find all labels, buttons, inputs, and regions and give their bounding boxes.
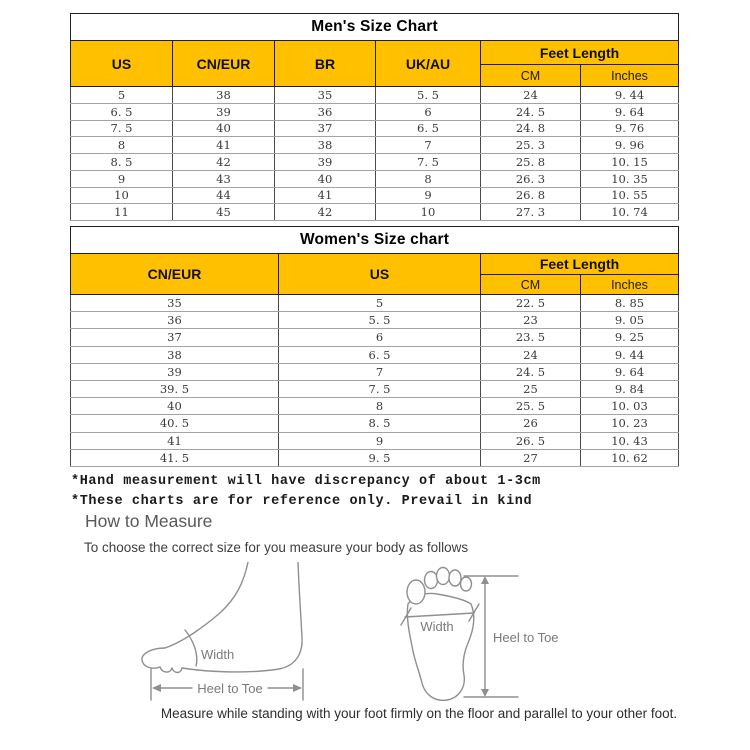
- table-cell: 41. 5: [71, 449, 279, 466]
- table-row: [71, 380, 679, 397]
- table-cell: 10. 15: [581, 154, 679, 171]
- big-toe-path: [142, 648, 165, 668]
- table-cell: 42: [275, 204, 376, 221]
- how-to-measure-subtitle: To choose the correct size for you measure your body as follows: [84, 540, 469, 555]
- table-row: [71, 449, 679, 466]
- table-cell: 8: [279, 398, 481, 415]
- table-cell: 6. 5: [279, 346, 481, 363]
- arrowhead-right: [293, 684, 302, 692]
- table-cell: 39: [173, 103, 275, 120]
- table-cell: 10. 35: [581, 170, 679, 187]
- table-cell: 22. 5: [481, 295, 581, 312]
- table-cell: 25. 3: [481, 137, 581, 154]
- table-cell: 9: [376, 187, 481, 204]
- table-cell: 6. 5: [71, 103, 173, 120]
- table-cell: 23. 5: [481, 329, 581, 346]
- table-cell: 35: [275, 87, 376, 104]
- note-line-1: *Hand measurement will have discrepancy of about 1-3cm: [71, 474, 541, 489]
- table-cell: 27: [481, 449, 581, 466]
- table-cell: 39: [275, 154, 376, 171]
- table-cell: 25. 8: [481, 154, 581, 171]
- table-row: [71, 120, 679, 137]
- table-row: [71, 187, 679, 204]
- table-cell: 38: [275, 137, 376, 154]
- table-row: [71, 346, 679, 363]
- disclaimer-notes: [71, 472, 541, 511]
- table-cell: 25: [481, 380, 581, 397]
- table-cell: 10. 62: [581, 449, 679, 466]
- table-cell: 5: [279, 295, 481, 312]
- table-row: [71, 432, 679, 449]
- table-cell: 10: [71, 187, 173, 204]
- table-cell: 9. 76: [581, 120, 679, 137]
- table-row: [71, 312, 679, 329]
- womens-size-chart-table: [70, 226, 679, 467]
- mens-col-header-feet-length: Feet Length: [481, 41, 679, 65]
- womens-col-subheader-cm: CM: [481, 275, 581, 295]
- womens-chart-title: Women's Size chart: [71, 227, 679, 254]
- mens-col-header-us: US: [71, 41, 173, 87]
- how-to-measure-heading: How to Measure: [85, 511, 213, 531]
- table-cell: 40. 5: [71, 415, 279, 432]
- table-cell: 6: [279, 329, 481, 346]
- table-row: [71, 295, 679, 312]
- table-cell: 45: [173, 204, 275, 221]
- arrowhead-down: [481, 689, 489, 697]
- womens-col-header-feet-length: Feet Length: [481, 254, 679, 275]
- table-cell: 9: [279, 432, 481, 449]
- table-cell: 26. 3: [481, 170, 581, 187]
- table-cell: 9. 64: [581, 363, 679, 380]
- table-cell: 10. 23: [581, 415, 679, 432]
- heel-to-toe-label: Heel to Toe: [197, 681, 263, 696]
- table-cell: 10. 03: [581, 398, 679, 415]
- table-cell: 24. 5: [481, 103, 581, 120]
- table-cell: 26. 8: [481, 187, 581, 204]
- table-cell: 10. 55: [581, 187, 679, 204]
- note-line-2: *These charts are for reference only. Prevail in kind: [71, 493, 533, 509]
- womens-chart-body: [71, 295, 679, 467]
- table-cell: 9. 05: [581, 312, 679, 329]
- table-cell: 24. 8: [481, 120, 581, 137]
- foot-sole-outline: [407, 593, 473, 700]
- toe-ellipse: [437, 568, 450, 585]
- table-row: [71, 103, 679, 120]
- table-row: [71, 329, 679, 346]
- table-cell: 9. 84: [581, 380, 679, 397]
- table-cell: 9. 5: [279, 449, 481, 466]
- table-cell: 44: [173, 187, 275, 204]
- table-cell: 40: [275, 170, 376, 187]
- table-cell: 37: [71, 329, 279, 346]
- womens-col-header-cn-eur: CN/EUR: [71, 254, 279, 295]
- measure-caption: Measure while standing with your foot firmly on the floor and parallel to your other foot.: [160, 706, 678, 721]
- table-cell: 41: [173, 137, 275, 154]
- table-cell: 27. 3: [481, 204, 581, 221]
- table-cell: 8. 5: [71, 154, 173, 171]
- toe-ellipse: [449, 570, 461, 586]
- table-row: [71, 170, 679, 187]
- table-cell: 9. 25: [581, 329, 679, 346]
- table-cell: 39. 5: [71, 380, 279, 397]
- mens-size-chart-table: [70, 13, 679, 221]
- foot-outline-path: [182, 562, 302, 672]
- width-label: Width: [420, 619, 454, 634]
- foot-side-view-diagram: [135, 562, 385, 710]
- table-cell: 9. 44: [581, 87, 679, 104]
- table-cell: 5. 5: [376, 87, 481, 104]
- table-cell: 9. 44: [581, 346, 679, 363]
- table-cell: 42: [173, 154, 275, 171]
- width-measure-line: [405, 613, 474, 617]
- mens-chart-header-row: [71, 41, 679, 65]
- table-row: [71, 398, 679, 415]
- table-cell: 10. 43: [581, 432, 679, 449]
- womens-chart-header-row: [71, 254, 679, 275]
- table-cell: 6: [376, 103, 481, 120]
- mens-chart-title: Men's Size Chart: [71, 14, 679, 41]
- arrowhead-left: [152, 684, 161, 692]
- table-cell: 38: [173, 87, 275, 104]
- table-cell: 9. 96: [581, 137, 679, 154]
- table-cell: 8. 85: [581, 295, 679, 312]
- table-cell: 38: [71, 346, 279, 363]
- table-cell: 5: [71, 87, 173, 104]
- table-cell: 36: [275, 103, 376, 120]
- table-cell: 39: [71, 363, 279, 380]
- table-cell: 26: [481, 415, 581, 432]
- toe-ellipse: [425, 572, 438, 589]
- table-cell: 36: [71, 312, 279, 329]
- womens-col-subheader-inches: Inches: [581, 275, 679, 295]
- toe-ellipse: [461, 577, 472, 591]
- table-row: [71, 137, 679, 154]
- mens-col-header-uk-au: UK/AU: [376, 41, 481, 87]
- table-row: [71, 415, 679, 432]
- width-label: Width: [201, 647, 235, 662]
- table-cell: 41: [71, 432, 279, 449]
- table-cell: 8: [71, 137, 173, 154]
- womens-col-header-us: US: [279, 254, 481, 295]
- table-row: [71, 87, 679, 104]
- table-cell: 26. 5: [481, 432, 581, 449]
- table-cell: 40: [173, 120, 275, 137]
- table-cell: 9: [71, 170, 173, 187]
- table-cell: 41: [275, 187, 376, 204]
- table-cell: 25. 5: [481, 398, 581, 415]
- small-toes-path: [160, 667, 182, 673]
- mens-chart-body: [71, 87, 679, 221]
- womens-chart-title-row: [71, 227, 679, 254]
- mens-col-subheader-inches: Inches: [581, 65, 679, 87]
- table-row: [71, 363, 679, 380]
- table-cell: 8: [376, 170, 481, 187]
- table-row: [71, 154, 679, 171]
- table-row: [71, 204, 679, 221]
- big-toe-ellipse: [407, 580, 425, 604]
- table-cell: 11: [71, 204, 173, 221]
- table-cell: 7: [279, 363, 481, 380]
- table-cell: 10. 74: [581, 204, 679, 221]
- foot-sole-view-diagram: [385, 556, 625, 708]
- table-cell: 43: [173, 170, 275, 187]
- table-cell: 7. 5: [279, 380, 481, 397]
- mens-chart-title-row: [71, 14, 679, 41]
- table-cell: 8. 5: [279, 415, 481, 432]
- table-cell: 7. 5: [71, 120, 173, 137]
- mens-col-header-br: BR: [275, 41, 376, 87]
- table-cell: 10: [376, 204, 481, 221]
- mens-col-header-cn-eur: CN/EUR: [173, 41, 275, 87]
- table-cell: 7. 5: [376, 154, 481, 171]
- table-cell: 24: [481, 87, 581, 104]
- heel-to-toe-label: Heel to Toe: [493, 630, 559, 645]
- table-cell: 23: [481, 312, 581, 329]
- table-cell: 7: [376, 137, 481, 154]
- table-cell: 35: [71, 295, 279, 312]
- mens-col-subheader-cm: CM: [481, 65, 581, 87]
- foot-outline-path: [165, 562, 248, 648]
- arrowhead-up: [481, 576, 489, 584]
- table-cell: 40: [71, 398, 279, 415]
- table-cell: 9. 64: [581, 103, 679, 120]
- table-cell: 24: [481, 346, 581, 363]
- table-cell: 24. 5: [481, 363, 581, 380]
- table-cell: 5. 5: [279, 312, 481, 329]
- table-cell: 37: [275, 120, 376, 137]
- table-cell: 6. 5: [376, 120, 481, 137]
